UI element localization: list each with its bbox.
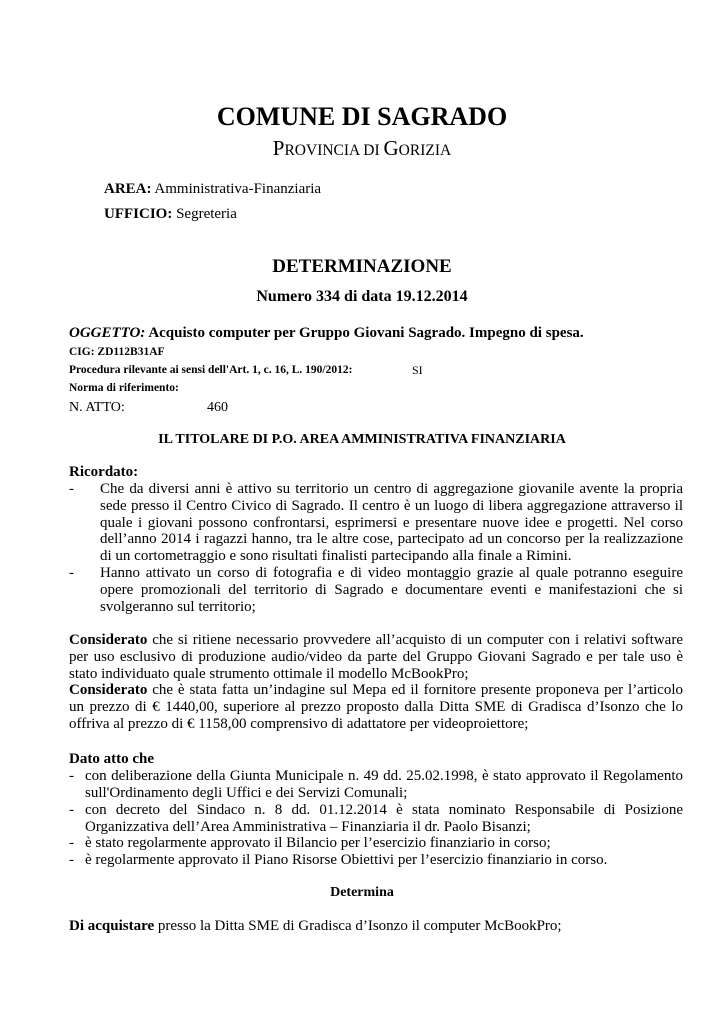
atto-label: N. ATTO: bbox=[69, 400, 125, 415]
dato-atto-item: - con deliberazione della Giunta Municipale n. 49 dd. 25.02.1998, è stato approvato il Regolamento sull'Ordinamento degli Uffici e dei Servizi Comunali; bbox=[69, 768, 683, 801]
considerato-paragraph: Considerato che si ritiene necessario provvedere all’acquisto di un computer con i relativi software per uso esclusivo di produzione audio/video da parte del Gruppo Giovani Sagrado e per tale uso è stato individuato quale strumento ottimale il modello McBookPro; bbox=[69, 632, 683, 682]
dato-atto-item: - con decreto del Sindaco n. 8 dd. 01.12.2014 è stata nominato Responsabile di Posizione Organizzativa dell’Area Amministrativa – Finanziaria il dr. Paolo Bisanzi; bbox=[69, 802, 683, 835]
determina-heading: Determina bbox=[330, 885, 394, 900]
procedura-value: SI bbox=[412, 363, 423, 377]
doc-type-heading: DETERMINAZIONE bbox=[272, 256, 452, 277]
oggetto-line: OGGETTO: Acquisto computer per Gruppo Giovani Sagrado. Impegno di spesa. bbox=[69, 325, 584, 341]
atto-value: 460 bbox=[207, 400, 228, 415]
considerato-paragraph: Considerato che è stata fatta un’indagine sul Mepa ed il fornitore presente proponeva per l’articolo un prezzo di € 1440,00, superiore al prezzo proposto dalla Ditta SME di Gradisca d’Isonzo che lo offriva al prezzo di € 1158,00 comprensivo di adattatore per videoproiettore; bbox=[69, 682, 683, 732]
doc-number: Numero 334 di data 19.12.2014 bbox=[256, 288, 468, 305]
provincia-subtitle: PROVINCIA DI GORIZIA bbox=[272, 136, 452, 160]
acquistare-line: Di acquistare presso la Ditta SME di Gradisca d’Isonzo il computer McBookPro; bbox=[69, 918, 562, 934]
titolare-heading: IL TITOLARE DI P.O. AREA AMMINISTRATIVA FINANZIARIA bbox=[158, 432, 566, 447]
comune-title: COMUNE DI SAGRADO bbox=[216, 102, 508, 131]
area-line: AREA: Amministrativa-Finanziaria bbox=[104, 181, 322, 197]
dato-atto-item: - è stato regolarmente approvato il Bilancio per l’esercizio finanziario in corso; bbox=[69, 835, 551, 851]
norma-label: Norma di riferimento: bbox=[69, 382, 179, 394]
ricordato-item: - Che da diversi anni è attivo su territorio un centro di aggregazione giovanile avente la propria sede presso il Centro Civico di Sagrado. Il centro è un luogo di libera aggregazione attraverso il quale i giovani possono confrontarsi, esprimersi e presentare nuove idee e progetti. Nel corso dell’anno 2014 i ragazzi hanno, tra le altre cose, partecipato ad un concorso per la realizzazione di un cortometraggio e sono risultati finalisti partecipando alla finale a Rimini. bbox=[69, 481, 683, 565]
procedura-label: Procedura rilevante ai sensi dell'Art. 1, c. 16, L. 190/2012: bbox=[69, 364, 353, 376]
ricordato-label: Ricordato: bbox=[69, 464, 139, 480]
ufficio-line: UFFICIO: Segreteria bbox=[104, 206, 237, 222]
dato-atto-label: Dato atto che bbox=[69, 751, 154, 767]
ricordato-item: - Hanno attivato un corso di fotografia e di video montaggio grazie al quale potranno eseguire opere promozionali del territorio di Sagrado e documentare eventi e manifestazioni che si svolgeranno sul territorio; bbox=[69, 565, 683, 615]
dato-atto-item: - è regolarmente approvato il Piano Risorse Obiettivi per l’esercizio finanziario in corso. bbox=[69, 852, 608, 868]
cig-code: CIG: ZD112B31AF bbox=[69, 346, 165, 358]
